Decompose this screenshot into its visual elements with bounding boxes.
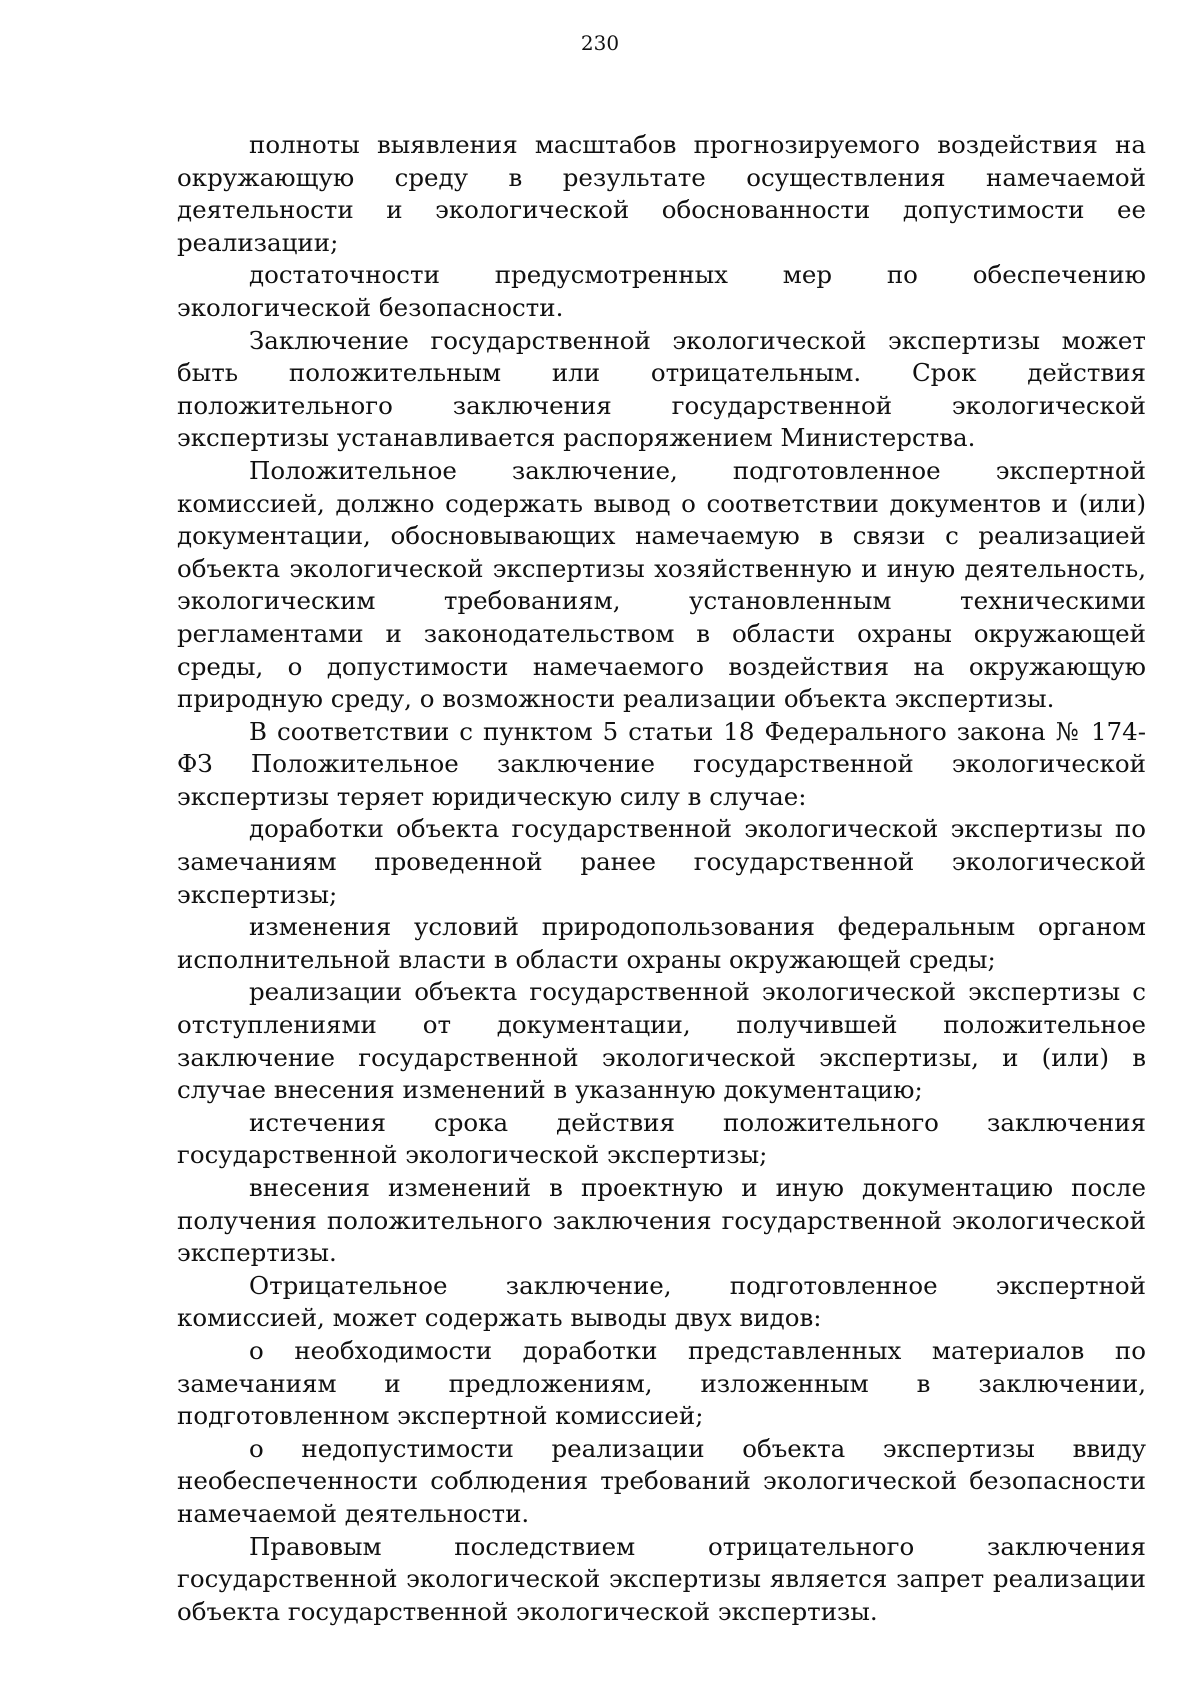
paragraph-2: достаточности предусмотренных мер по обеспечению экологической безопасности. (177, 260, 1146, 322)
paragraph-8: реализации объекта государственной экологической экспертизы с отступлениями от документации, получившей положительное заключение государственной экологической экспертизы, и (или) в случае внесения изменений в указанную документацию; (177, 977, 1146, 1105)
paragraph-7: изменения условий природопользования федеральным органом исполнительной власти в области охраны окружающей среды; (177, 912, 1146, 974)
paragraph-14: Правовым последствием отрицательного заключения государственной экологической экспертизы является запрет реализации объекта государственной экологической экспертизы. (177, 1531, 1146, 1626)
paragraph-6: доработки объекта государственной экологической экспертизы по замечаниям проведенной ранее государственной экологической экспертизы; (177, 814, 1146, 909)
paragraph-5: В соответствии с пунктом 5 статьи 18 Федерального закона № 174-ФЗ Положительное заключение государственной экологической экспертизы теряет юридическую силу в случае: (177, 716, 1146, 811)
paragraph-3: Заключение государственной экологической экспертизы может быть положительным или отрицательным. Срок действия положительного заключения государственной экологической экспертизы устанавливается распоряжением Министерства. (177, 325, 1146, 453)
paragraph-9: истечения срока действия положительного заключения государственной экологической экспертизы; (177, 1107, 1146, 1170)
paragraph-11: Отрицательное заключение, подготовленное экспертной комиссией, может содержать выводы двух видов: (177, 1270, 1146, 1333)
paragraph-12: о необходимости доработки представленных материалов по замечаниям и предложениям, изложенным в заключении, подготовленном экспертной комиссией; (177, 1335, 1146, 1431)
document-body (177, 129, 1146, 1628)
paragraph-1: полноты выявления масштабов прогнозируемого воздействия на окружающую среду в результате осуществления намечаемой деятельности и экологической обоснованности допустимости ее реализации; (177, 130, 1146, 257)
paragraph-4: Положительное заключение, подготовленное экспертной комиссией, должно содержать вывод о соответствии документов и (или) документации, обосновывающих намечаемую в связи с реализацией объекта экологической экспертизы хозяйственную и иную деятельность, экологическим требованиям, установленным техническими регламентами и законодательством в области охраны окружающей среды, о допустимости намечаемого воздействия на окружающую природную среду, о возможности реализации объекта экспертизы. (177, 455, 1146, 714)
page-number: 230 (580, 31, 620, 55)
paragraph-10: внесения изменений в проектную и иную документацию после получения положительного заключения государственной экологической экспертизы. (177, 1173, 1146, 1268)
paragraph-13: о недопустимости реализации объекта экспертизы ввиду необеспеченности соблюдения требований экологической безопасности намечаемой деятельности. (177, 1433, 1146, 1528)
